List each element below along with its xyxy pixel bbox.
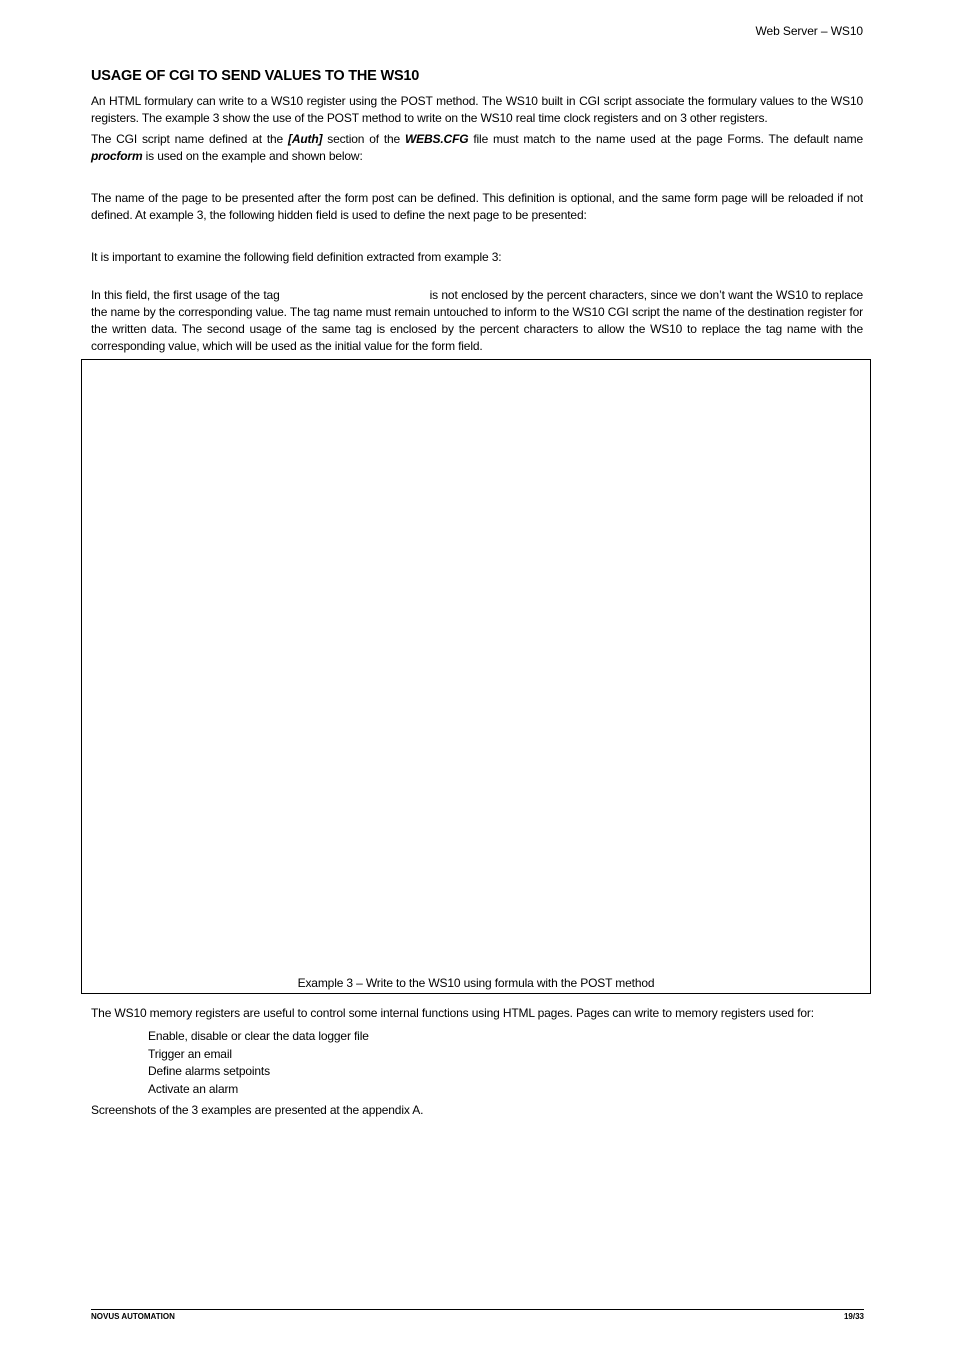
footer-company: NOVUS AUTOMATION [91,1312,175,1321]
footer-page-number: 19/33 [843,1312,864,1321]
text-run: In this field, the first usage of the tag [91,288,280,302]
section-title: USAGE OF CGI TO SEND VALUES TO THE WS10 [91,68,420,84]
list-item: Activate an alarm [148,1082,239,1097]
example-3-box [81,359,871,994]
text-run: is used on the example and shown below: [142,149,363,163]
paragraph-memory-registers: The WS10 memory registers are useful to control some internal functions using HTML pages. Pages can write to memory registers used for: [91,1006,814,1020]
text-run: file must match to the name used at the page Forms. The default name [468,132,863,146]
text-run: The CGI script name defined at the [91,132,288,146]
text-run: is not enclosed by the percent characters, since we don’t want the WS10 to replace the name by the corresponding value. The tag name must remain untouched to inform to the WS10 CGI script the name of the destination register for the written data. The second usage of the same tag is enclosed by the percent characters to allow the WS10 to replace the tag name with the corresponding value, which will be used as the initial value for the form field. [91,288,863,353]
paragraph-screenshots-note: Screenshots of the 3 examples are presented at the appendix A. [91,1103,424,1117]
paragraph-next-page: The name of the page to be presented after the form post can be defined. This definition is optional, and the same form page will be reloaded if not defined. At example 3, the following hidden field is used to define the next page to be presented: [91,191,863,222]
list-item: Trigger an email [148,1046,232,1061]
memory-uses-list [148,1028,369,1099]
list-item: Define alarms setpoints [148,1064,270,1079]
running-header: Web Server – WS10 [755,24,863,38]
paragraph-field-definition: It is important to examine the following field definition extracted from example 3: [91,250,502,264]
auth-section-name: [Auth] [287,132,323,146]
text-run: section of the [322,132,405,146]
default-script-name: procform [91,149,143,163]
list-item: Enable, disable or clear the data logger file [148,1029,369,1043]
footer-divider [91,1309,864,1310]
example-caption: Example 3 – Write to the WS10 using formula with the POST method [297,976,655,990]
paragraph-post-method-intro: An HTML formulary can write to a WS10 register using the POST method. The WS10 built in CGI script associate the formulary values to the WS10 registers. The example 3 show the use of the POST method to write on the WS10 real time clock registers and on 3 other registers. [91,94,863,125]
paragraph-tag-usage [91,287,863,355]
paragraph-cgi-script-name [91,131,863,165]
config-file-name: WEBS.CFG [404,132,469,146]
